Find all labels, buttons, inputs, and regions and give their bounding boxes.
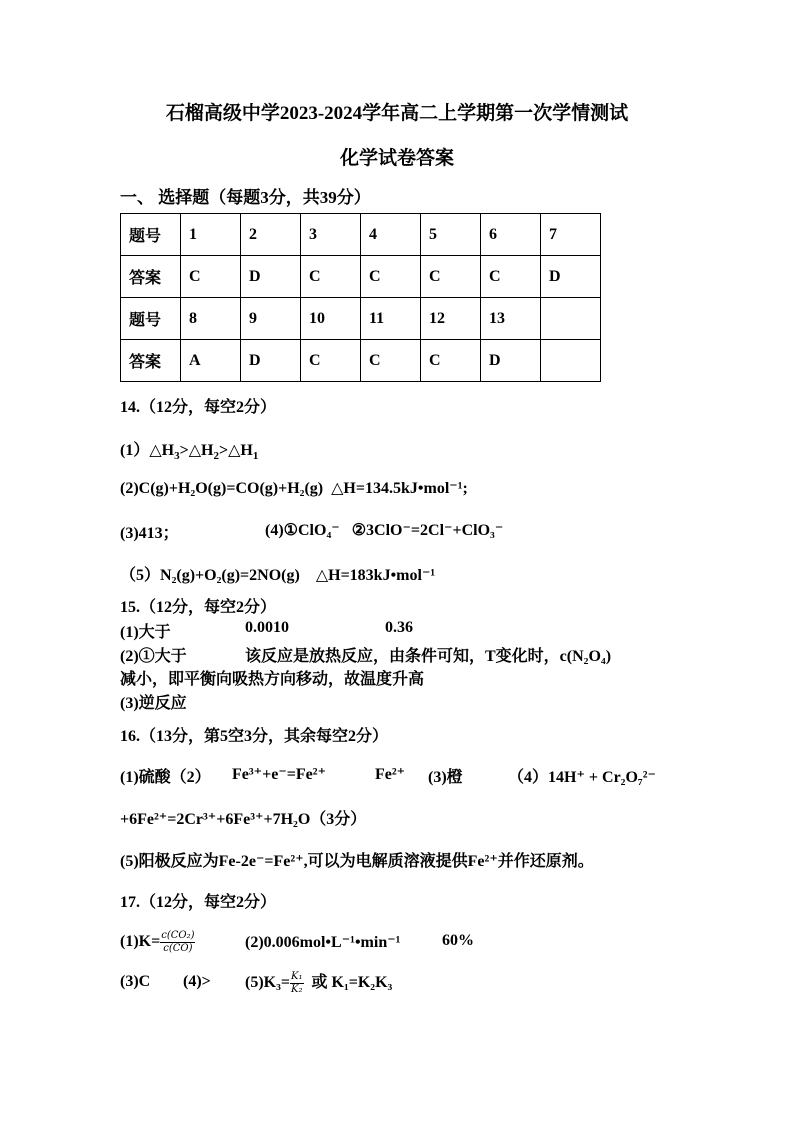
table-cell: C (361, 340, 421, 382)
q15-answer-1-label: (1)大于 (120, 624, 171, 641)
page-subtitle: 化学试卷答案 (339, 148, 454, 169)
q14-heading: 14.（12分，每空2分） (120, 399, 277, 416)
table-cell: D (241, 256, 301, 298)
q17-fraction-k: $\frac{\text{c(CO₂)}}{c(CO)}$ (161, 929, 195, 954)
table-cell: 1 (181, 214, 241, 256)
q17-answer-3: (3)C (120, 973, 151, 990)
table-cell (541, 340, 601, 382)
table-cell: C (301, 256, 361, 298)
table-cell: 3 (301, 214, 361, 256)
table-cell (541, 298, 601, 340)
q15-answer-2-continued: 减小，即平衡向吸热方向移动，故温度升高 (120, 671, 425, 688)
table-row (121, 214, 601, 256)
section-heading: 一、 选择题（每题3分，共39分） (120, 188, 371, 207)
table-cell: 11 (361, 298, 421, 340)
table-cell: A (181, 340, 241, 382)
table-cell: 6 (481, 214, 541, 256)
q14-answer-5: （5）N₂(g)+O₂(g)=2NO(g) △H=183kJ•mol⁻¹ (120, 567, 436, 584)
q17-answer-2: (2)0.006mol•L⁻¹•min⁻¹ (245, 934, 401, 951)
table-cell: C (181, 256, 241, 298)
table-cell: 9 (241, 298, 301, 340)
q14-answer-1: $(1)\triangle H_3>\triangle H_2>\triangle H_1$ (120, 442, 259, 463)
q14-answer-4: (4)①ClO₄⁻ ②3ClO⁻=2Cl⁻+ClO₃⁻ (265, 522, 504, 539)
table-row-label: 答案 (121, 340, 181, 382)
q15-answer-2-label: (2)①大于 (120, 648, 187, 665)
q16-heading: 16.（13分，第5空3分，其余每空2分） (120, 728, 389, 745)
q16-answer-2-eq: Fe³⁺+e⁻=Fe²⁺ (232, 766, 327, 783)
table-cell: C (421, 256, 481, 298)
q17-heading: 17.（12分，每空2分） (120, 894, 277, 911)
q15-answer-3: (3)逆反应 (120, 695, 187, 712)
table-cell: 7 (541, 214, 601, 256)
table-row-label: 答案 (121, 256, 181, 298)
q17-answer-5: (5)K₃= $\frac{\text{K₁}}{\text{K₂}}$ 或 K₁=K₂K₃ (245, 970, 393, 995)
q17-answer-1: (1)K= $\frac{\text{c(CO₂)}}{c(CO)}$ (120, 929, 195, 954)
q17-answer-2-percent: 60% (442, 932, 474, 949)
table-cell: C (301, 340, 361, 382)
table-cell: D (541, 256, 601, 298)
table-cell: 4 (361, 214, 421, 256)
q15-answer-1-value1: 0.0010 (245, 619, 289, 636)
q16-answer-3: (3)橙 (428, 769, 463, 786)
q14-answer-2: (2)C(g)+H₂O(g)=CO(g)+H₂(g) △H=134.5kJ•mol⁻¹; (120, 480, 468, 497)
q16-answer-5: (5)阳极反应为Fe-2e⁻=Fe²⁺,可以为电解质溶液提供Fe²⁺并作还原剂。 (120, 853, 594, 870)
page-title: 石榴高级中学2023-2024学年高二上学期第一次学情测试 (165, 103, 629, 124)
answer-table (120, 213, 601, 382)
table-cell: 5 (421, 214, 481, 256)
table-row-label: 题号 (121, 298, 181, 340)
table-cell: C (421, 340, 481, 382)
table-cell: 13 (481, 298, 541, 340)
q15-answer-2-text: 该反应是放热反应，由条件可知，T变化时，c(N₂O₄) (245, 648, 612, 665)
table-cell: 12 (421, 298, 481, 340)
table-cell: 8 (181, 298, 241, 340)
q16-answer-2-ion: Fe²⁺ (375, 766, 406, 783)
q15-heading: 15.（12分，每空2分） (120, 599, 277, 616)
table-row-label: 题号 (121, 214, 181, 256)
q14-answer-3: (3)413； (120, 525, 179, 542)
table-row (121, 298, 601, 340)
q17-answer-4: (4)> (183, 973, 211, 990)
table-cell: D (241, 340, 301, 382)
q16-answer-4-part2: +6Fe²⁺=2Cr³⁺+6Fe³⁺+7H₂O（3分） (120, 811, 367, 828)
table-cell: C (481, 256, 541, 298)
table-cell: 2 (241, 214, 301, 256)
q16-answer-4-part1: （4）14H⁺ + Cr₂O₇²⁻ (508, 769, 656, 786)
table-cell: 10 (301, 298, 361, 340)
table-cell: C (361, 256, 421, 298)
q16-answer-1: (1)硫酸（2） (120, 769, 211, 786)
q17-fraction-k3: $\frac{\text{K₁}}{\text{K₂}}$ (291, 970, 303, 995)
table-row (121, 256, 601, 298)
q15-answer-1-value2: 0.36 (385, 619, 413, 636)
table-cell: D (481, 340, 541, 382)
table-row (121, 340, 601, 382)
